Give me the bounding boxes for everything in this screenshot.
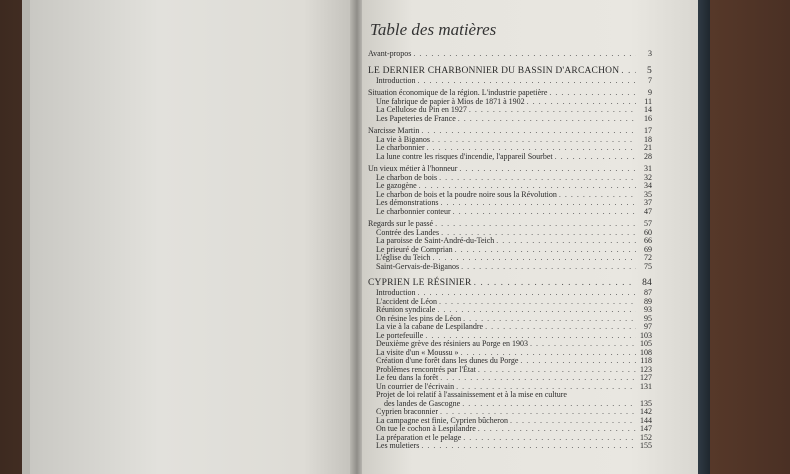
toc-entry-page: 142	[640, 407, 652, 416]
toc-entry-label: Problèmes rencontrés par l'État	[376, 364, 476, 374]
toc-entry-page: 17	[644, 126, 652, 135]
toc-entry	[368, 66, 652, 77]
toc-entry-label: Projet de loi relatif à l'assainissement et à la mise en culture	[376, 390, 567, 399]
toc-entry-label: On résine les pins de Léon	[376, 313, 462, 323]
toc-entry-page: 89	[644, 296, 652, 306]
toc-entry-label: La préparation et le pelage	[376, 432, 462, 442]
toc-entry-page: 123	[640, 364, 652, 374]
toc-entry	[368, 442, 652, 451]
toc-leader-dots	[463, 434, 636, 443]
toc-leader-dots	[520, 357, 636, 366]
toc-entry-page: 131	[640, 381, 652, 391]
toc-entry-page: 37	[644, 198, 652, 207]
toc-entry-page: 135	[640, 398, 652, 408]
toc-entry-label: CYPRIEN LE RÉSINIER	[368, 278, 472, 288]
toc-entry-page: 108	[640, 347, 652, 357]
toc-leader-dots	[463, 315, 636, 324]
toc-entry-page: 69	[644, 244, 652, 254]
toc-entry-label: La paroisse de Saint-André-du-Teich	[376, 236, 495, 245]
toc-entry-label: On tue le cochon à Lespilandre	[376, 424, 476, 433]
toc-entry-page: 7	[648, 75, 652, 85]
toc-entry-label: L'accident de Léon	[376, 296, 437, 306]
toc-entry-label: Avant-propos	[368, 49, 412, 58]
toc-entry-label: des landes de Gascogne	[384, 398, 461, 408]
toc-leader-dots	[621, 66, 636, 77]
toc-entry-page: 103	[640, 330, 652, 340]
toc-entry-page: 75	[644, 261, 652, 271]
toc-leader-dots	[469, 106, 636, 115]
toc-entry-label: Cyprien braconnier	[376, 407, 438, 416]
toc-leader-dots	[455, 246, 636, 255]
toc-entry	[368, 115, 652, 124]
toc-entry-label: Un courrier de l'écrivain	[376, 381, 455, 391]
toc-entry-label: La vie à Biganos	[376, 134, 430, 144]
toc-leader-dots	[459, 165, 636, 174]
toc-entry-label: Un vieux métier à l'honneur	[368, 164, 458, 173]
toc-entry-page: 11	[644, 96, 652, 106]
toc-entry-page: 14	[644, 105, 652, 114]
toc-leader-dots	[439, 174, 636, 183]
toc-leader-dots	[549, 89, 636, 98]
toc-spacer	[368, 271, 652, 278]
toc-leader-dots	[555, 153, 636, 162]
toc-leader-dots	[462, 400, 636, 409]
toc-leader-dots	[458, 115, 636, 124]
toc-entry-label: Introduction	[376, 75, 416, 85]
toc-entry	[368, 77, 652, 86]
toc-entry-page: 21	[644, 143, 652, 152]
toc-entry-page: 95	[644, 313, 652, 323]
toc-leader-dots	[421, 127, 636, 136]
toc-entry-label: La campagne est finie, Cyprien bûcheron	[376, 415, 508, 425]
toc-entry-page: 32	[644, 172, 652, 182]
toc-leader-dots	[478, 425, 636, 434]
toc-leader-dots	[432, 136, 636, 145]
toc-entry-label: Le feu dans la forêt	[376, 373, 439, 382]
toc-entry-page: 155	[640, 441, 652, 450]
toc-entry-page: 28	[644, 151, 652, 161]
toc-entry-page: 93	[644, 305, 652, 314]
toc-entry-label: Le charbon de bois	[376, 172, 438, 182]
book-cover-edge	[698, 0, 710, 474]
toc-list	[368, 50, 652, 451]
toc-entry-label: Le charbonnier conteur	[376, 206, 451, 216]
toc-entry-label: Le charbonnier	[376, 143, 425, 152]
toc-entry-page: 57	[644, 219, 652, 228]
toc-leader-dots	[559, 191, 636, 200]
toc-entry-label: Les démonstrations	[376, 198, 439, 207]
toc-entry	[368, 263, 652, 272]
table-of-contents	[368, 20, 652, 451]
toc-entry-page: 152	[640, 432, 652, 442]
toc-leader-dots	[530, 340, 636, 349]
toc-entry-label: Le portefeuille	[376, 330, 424, 340]
toc-spacer	[368, 59, 652, 66]
toc-entry-label: Les Papeteries de France	[376, 113, 456, 123]
toc-leader-dots	[435, 220, 636, 229]
toc-entry-label: Regards sur le passé	[368, 219, 434, 228]
toc-entry-page: 72	[644, 253, 652, 262]
toc-entry-label: Les muletiers	[376, 441, 420, 450]
toc-entry-label: Introduction	[376, 288, 416, 297]
toc-entry-page: 147	[640, 424, 652, 433]
toc-leader-dots	[440, 374, 636, 383]
toc-entry-label: La vie à la cabane de Lespilandre	[376, 322, 484, 331]
toc-entry-page: 118	[640, 356, 652, 365]
toc-leader-dots	[485, 323, 636, 332]
toc-entry-label: Deuxième grève des résiniers au Porge en 1903	[376, 339, 529, 348]
toc-entry-page: 127	[640, 373, 652, 382]
toc-entry	[368, 153, 652, 162]
toc-entry-label: Situation économique de la région. L'industrie papetière	[368, 88, 548, 97]
toc-leader-dots	[527, 98, 636, 107]
toc-leader-dots	[510, 417, 636, 426]
toc-entry-page: 35	[644, 189, 652, 199]
toc-entry-label: Une fabrique de papier à Mios de 1871 à 1902	[376, 96, 525, 106]
toc-entry-label: Narcisse Martin	[368, 126, 420, 135]
toc-entry-page: 66	[644, 236, 652, 245]
toc-entry-label: L'église du Teich	[376, 253, 431, 262]
toc-entry-page: 105	[640, 339, 652, 348]
toc-entry-label: La visite d'un « Moussu »	[376, 347, 459, 357]
toc-entry-label: Le gazogène	[376, 181, 417, 190]
toc-entry-label: Le prieuré de Comprian	[376, 244, 453, 254]
toc-entry-page: 5	[647, 65, 652, 76]
toc-entry-page: 31	[644, 164, 652, 173]
toc-leader-dots	[496, 237, 636, 246]
toc-entry-label: Saint-Gervais-de-Biganos	[376, 261, 460, 271]
toc-leader-dots	[433, 254, 637, 263]
toc-entry-label: Réunion syndicale	[376, 305, 436, 314]
toc-entry-label: LE DERNIER CHARBONNIER DU BASSIN D'ARCACHON	[368, 65, 620, 76]
toc-entry-page: 3	[648, 49, 652, 58]
left-page-blank	[30, 0, 352, 474]
toc-leader-dots	[453, 208, 636, 217]
toc-entry-label: La Cellulose du Pin en 1927	[376, 105, 467, 114]
toc-entry-page: 34	[644, 181, 652, 190]
toc-entry-page: 16	[644, 113, 652, 123]
toc-leader-dots	[421, 442, 636, 451]
toc-entry-label: La lune contre les risques d'incendie, l'appareil Sourbet	[376, 151, 553, 161]
toc-leader-dots	[418, 77, 636, 86]
toc-entry-page: 18	[644, 134, 652, 144]
toc-entry-page: 9	[648, 88, 652, 97]
toc-entry-page: 60	[644, 227, 652, 237]
toc-leader-dots	[474, 278, 636, 289]
toc-leader-dots	[437, 306, 636, 315]
toc-entry-label: Création d'une forêt dans les dunes du Porge	[376, 356, 519, 365]
toc-entry	[368, 208, 652, 217]
toc-entry-page: 47	[644, 206, 652, 216]
page-title: Table des matières	[370, 20, 497, 39]
toc-entry	[368, 50, 652, 59]
toc-entry-page: 97	[644, 322, 652, 331]
toc-leader-dots	[413, 50, 636, 59]
toc-entry-page: 87	[644, 288, 652, 297]
toc-entry-page: 84	[642, 278, 652, 288]
toc-entry-label: Le charbon de bois et la poudre noire sous la Révolution	[376, 189, 557, 199]
toc-entry-page: 144	[640, 415, 652, 425]
toc-leader-dots	[418, 289, 636, 298]
toc-leader-dots	[478, 366, 636, 375]
toc-entry-label: Contrée des Landes	[376, 227, 440, 237]
toc-leader-dots	[440, 199, 636, 208]
toc-leader-dots	[439, 298, 636, 307]
toc-leader-dots	[461, 263, 636, 272]
